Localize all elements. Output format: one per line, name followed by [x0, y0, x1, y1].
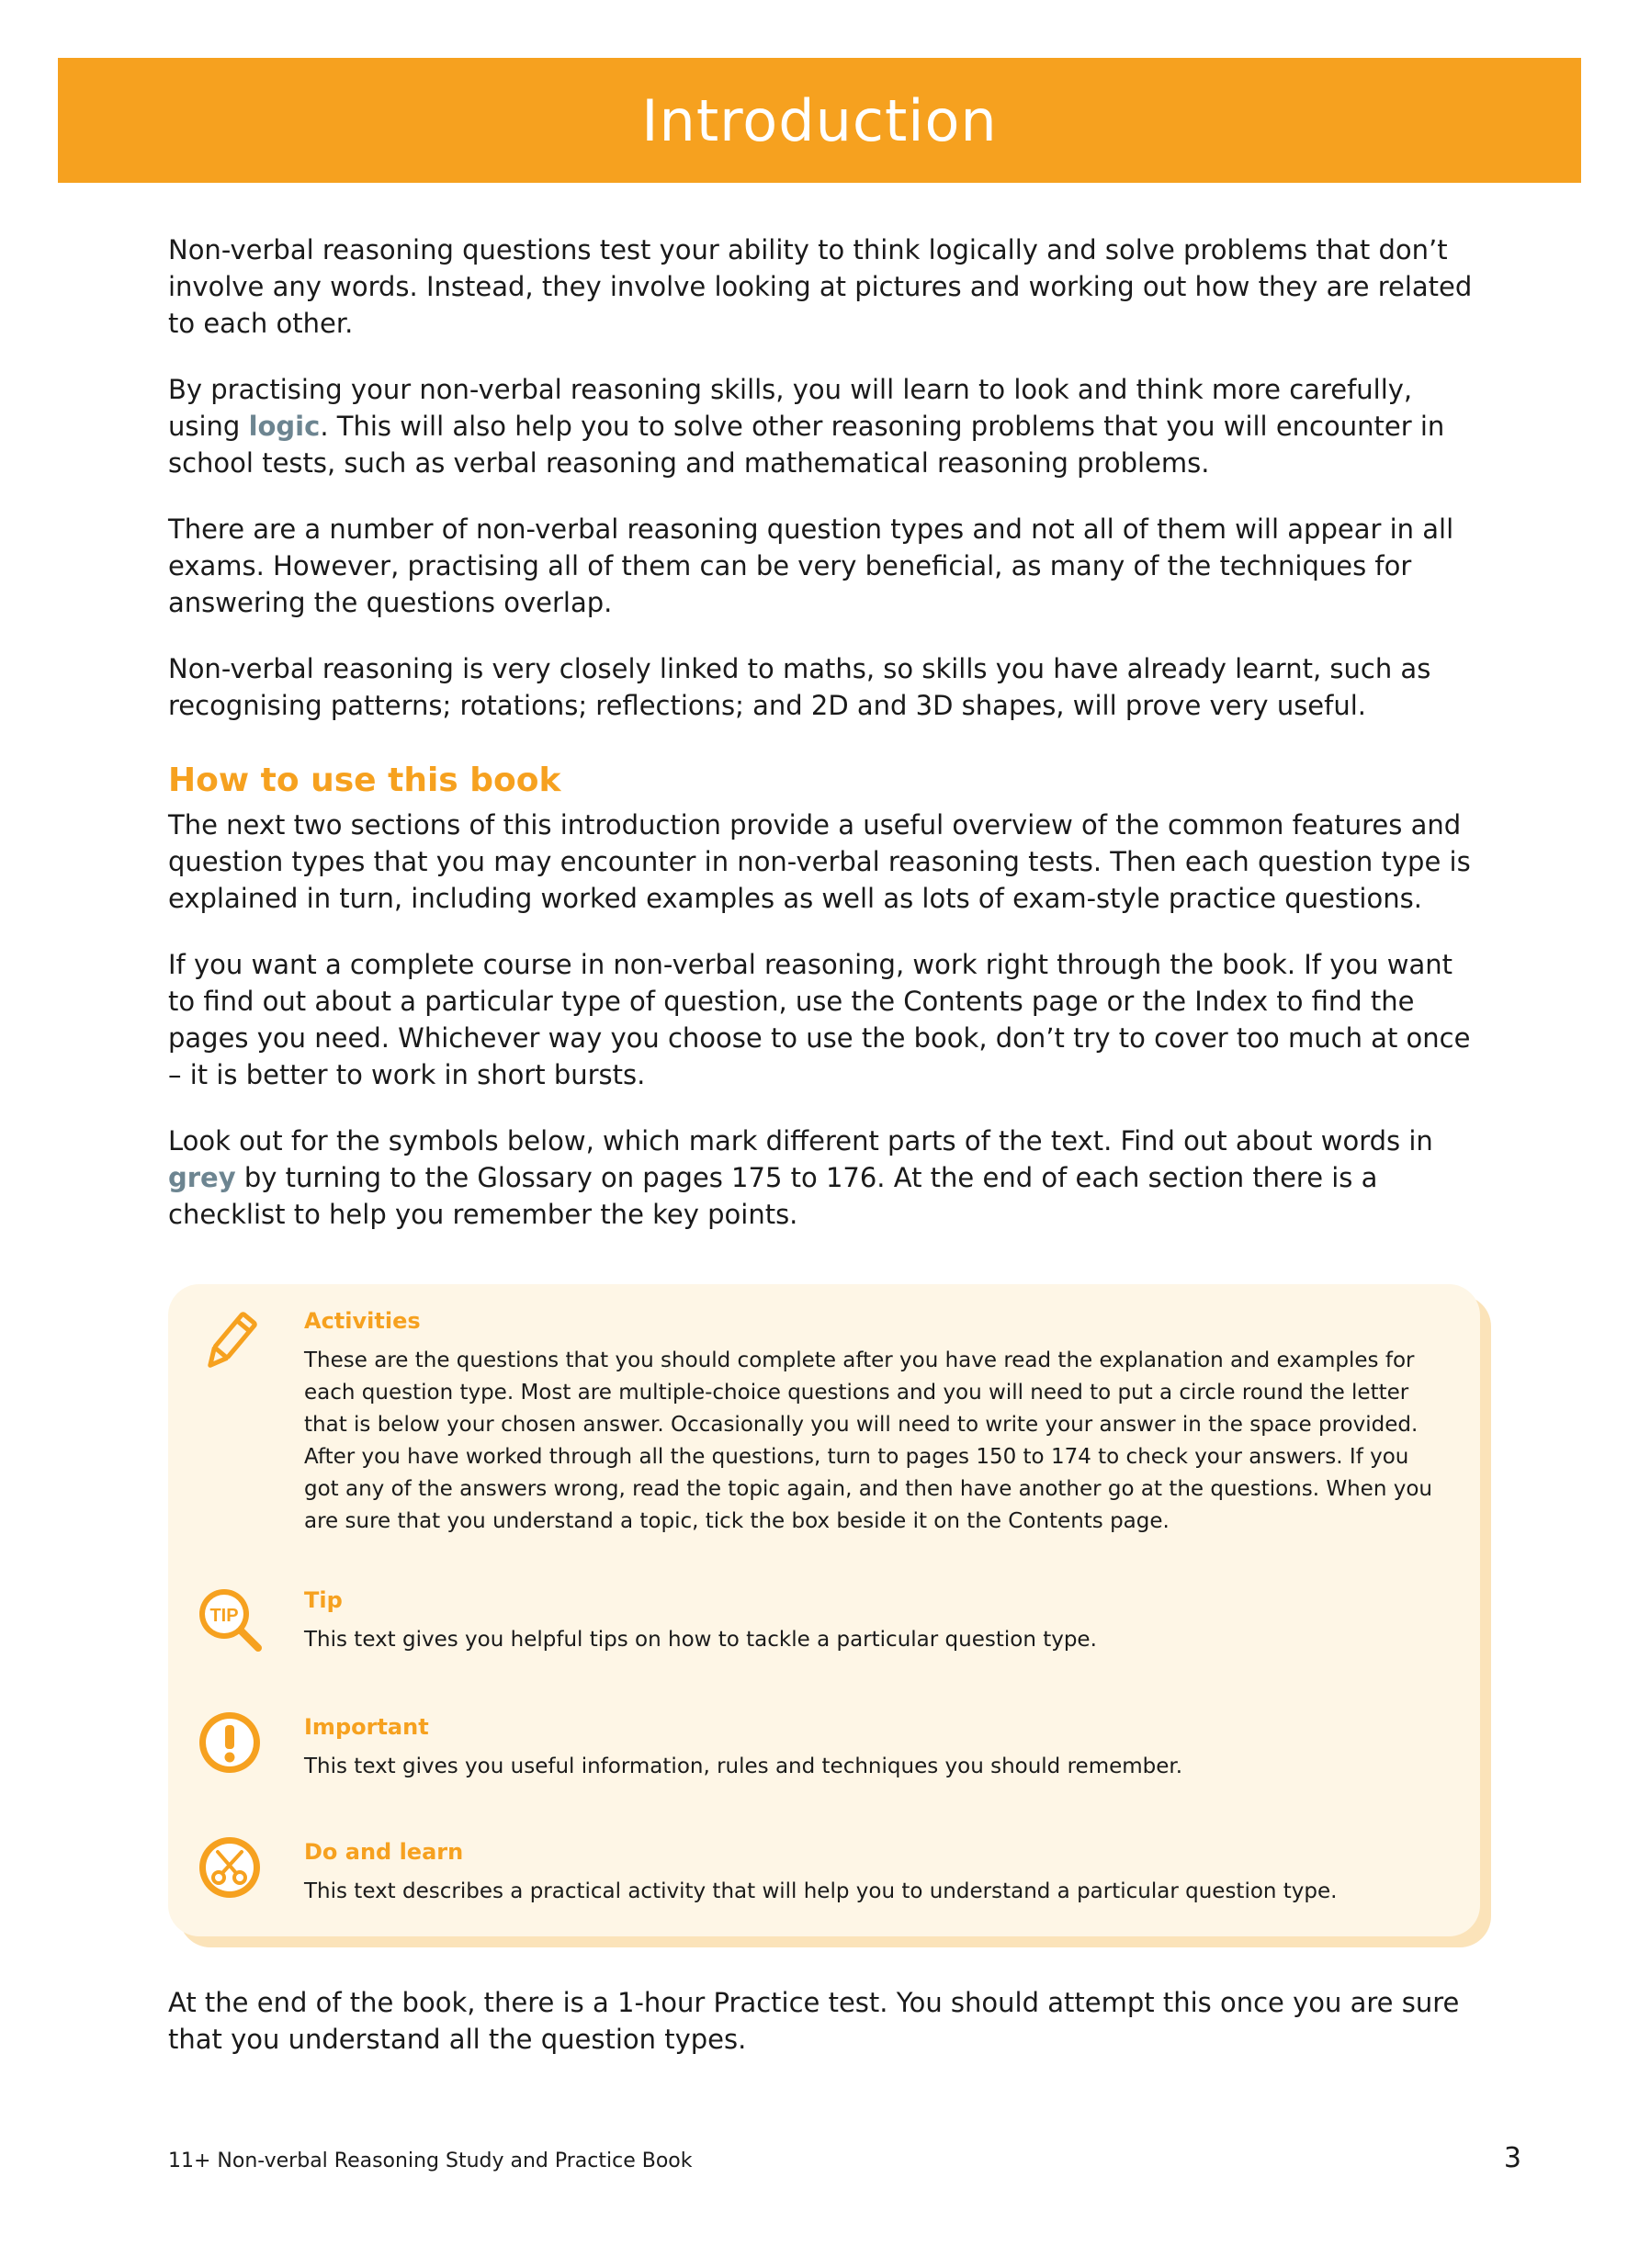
- how-to-use-paragraph-2: If you want a complete course in non-verbal reasoning, work right through the book. If you want to find out about a particular type of question, use the Contents page or the Index to find the pages you need. Whichever way you choose to use the book, don’t try to cover too much at once – it is better to work in short bursts.: [168, 949, 1471, 1090]
- intro-paragraph-4: Non-verbal reasoning is very closely linked to maths, so skills you have already learnt, such as recognising patterns; rotations; reflections; and 2D and 3D shapes, will prove very useful.: [168, 653, 1431, 721]
- intro-paragraph-1: Non-verbal reasoning questions test your ability to think logically and solve problems that don’t involve any words. Instead, they involve looking at pictures and working out how they are related to each other.: [168, 234, 1473, 339]
- key-activities-title: Activities: [304, 1308, 421, 1334]
- intro-paragraph-2: [168, 371, 1482, 481]
- key-tip-text: This text gives you helpful tips on how to tackle a particular question type.: [304, 1628, 1097, 1652]
- intro-section: [168, 231, 1482, 1262]
- scissors-icon: [194, 1832, 266, 1903]
- intro-paragraph-2-end: . This will also help you to solve other reasoning problems that you will encounter in school tests, such as verbal reasoning and mathematical reasoning problems.: [168, 411, 1445, 479]
- how-to-use-paragraph-3-start: Look out for the symbols below, which mark different parts of the text. Find out about words in: [168, 1125, 1433, 1157]
- key-important-title: Important: [304, 1714, 429, 1740]
- exclamation-icon: [194, 1707, 266, 1778]
- intro-paragraph-2-start: By practising your non-verbal reasoning skills, you will learn to look and think more carefully, using: [168, 374, 1413, 442]
- glossary-term-grey: grey: [168, 1162, 236, 1193]
- how-to-use-heading: How to use this book: [168, 762, 561, 799]
- closing-paragraph: At the end of the book, there is a 1-hour Practice test. You should attempt this once you are sure that you understand all the question types.: [168, 1987, 1460, 2055]
- chapter-title: Introduction: [641, 86, 998, 154]
- pencil-icon: [194, 1306, 266, 1378]
- key-tip-title: Tip: [304, 1587, 343, 1613]
- glossary-term-logic: logic: [248, 411, 321, 442]
- key-important-text: This text gives you useful information, rules and techniques you should remember.: [304, 1755, 1183, 1778]
- symbol-key-box: [168, 1284, 1480, 1936]
- chapter-header: [58, 58, 1581, 183]
- key-do-and-learn-text: This text describes a practical activity that will help you to understand a particular question type.: [304, 1879, 1338, 1903]
- footer-book-title: 11+ Non-verbal Reasoning Study and Practice Book: [168, 2150, 693, 2172]
- how-to-use-paragraph-3: [168, 1123, 1482, 1233]
- key-activities-text: These are the questions that you should complete after you have read the explanation and examples for each question type. Most are multiple-choice questions and you will need to put a circle round the letter that is below your chosen answer. Occasionally you will need to write your answer in the space provided. After you have worked through all the questions, turn to pages 150 to 174 to check your answers. If you got any of the answers wrong, read the topic again, and then have another go at the questions. When you are sure that you understand a topic, tick the box beside it on the Contents page.: [304, 1348, 1432, 1533]
- page-number: 3: [1503, 2142, 1521, 2174]
- tip-icon-label: TIP: [209, 1606, 239, 1626]
- intro-paragraph-3: There are a number of non-verbal reasoning question types and not all of them will appear in all exams. However, practising all of them can be very beneficial, as many of the techniques for answering the questions overlap.: [168, 513, 1454, 618]
- how-to-use-paragraph-1: The next two sections of this introduction provide a useful overview of the common features and question types that you may encounter in non-verbal reasoning tests. Then each question type is explained in turn, including worked examples as well as lots of exam-style practice questions.: [168, 809, 1471, 914]
- how-to-use-paragraph-3-end: by turning to the Glossary on pages 175 to 176. At the end of each section there is a checklist to help you remember the key points.: [168, 1162, 1378, 1230]
- tip-magnifier-icon: [194, 1584, 266, 1655]
- key-do-and-learn-title: Do and learn: [304, 1839, 464, 1865]
